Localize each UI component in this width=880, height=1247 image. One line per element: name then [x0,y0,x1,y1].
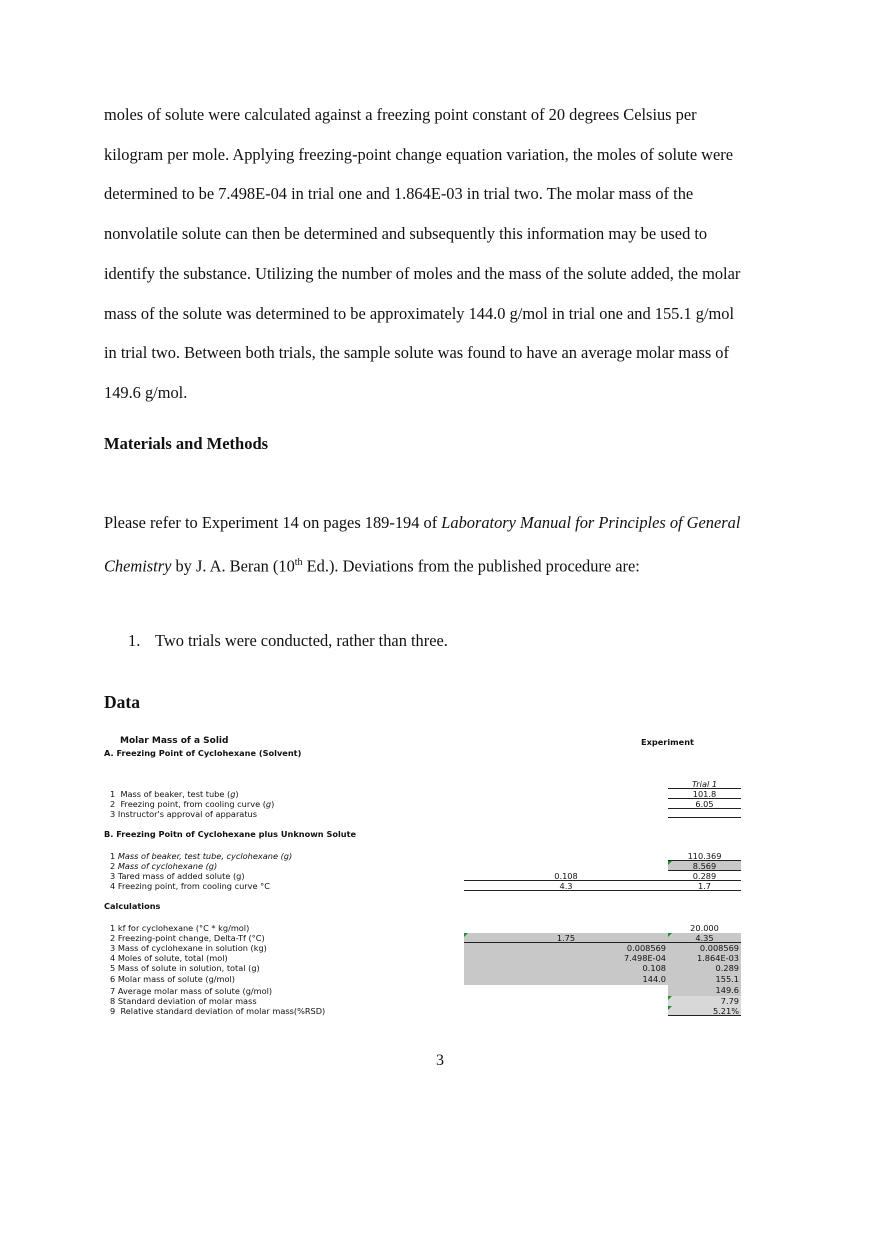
paragraph-line: nonvolatile solute can then be determined and subsequently this information may be used to [104,224,708,244]
section-b-heading: B. Freezing Poitn of Cyclohexane plus Unknown Solute [104,829,357,839]
cell-value: 1.7 [668,881,741,891]
list-number: 1. [128,631,141,650]
paragraph-line: kilogram per mole. Applying freezing-point change equation variation, the moles of solute were [104,144,734,164]
results-paragraph [104,95,784,413]
materials-heading: Materials and Methods [104,434,269,453]
cell-value: 0.008569 [464,943,668,953]
cell-value: 144.0 [464,973,668,985]
row-label: 2 Mass of cyclohexane (g) [110,861,218,871]
cell-value: 101.8 [668,789,741,799]
edition-superscript: th [294,556,303,568]
paragraph-line: 149.6 g/mol. [104,382,188,402]
book-title: Chemistry [104,556,172,576]
row-label: 5 Mass of solute in solution, total (g) [110,963,260,973]
trial-label: Trial 1 [668,779,741,789]
cell-value: 0.108 [464,871,668,881]
formula-marker-icon [668,933,672,937]
cell-value: 7.498E-04 [464,953,668,963]
deviation-list-item [128,631,448,651]
data-heading: Data [104,692,140,712]
row-label: 4 Freezing point, from cooling curve °C [110,881,270,891]
methods-text: Please refer to Experiment 14 on pages 189-194 of [104,513,442,532]
methods-paragraph [104,503,784,586]
cell-value: 149.6 [668,985,741,996]
section-a-heading: A. Freezing Point of Cyclohexane (Solvent) [104,748,302,758]
cell-value: 0.008569 [668,943,741,953]
row-label: 2 Freezing point, from cooling curve (g) [110,799,275,809]
cell-value: 0.108 [464,963,668,973]
book-title: Laboratory Manual for Principles of General [441,513,741,532]
row-label: 9 Relative standard deviation of molar mass(%RSD) [110,1006,326,1016]
methods-text: by J. A. Beran (10 [171,556,295,576]
row-label: 4 Moles of solute, total (mol) [110,953,228,963]
cell-value: 8.569 [668,861,741,871]
cell-value: 0.289 [668,963,741,973]
cell-value: 4.3 [464,881,668,891]
list-text: Two trials were conducted, rather than three. [155,631,448,650]
experiment-label: Experiment [641,737,694,747]
paragraph-line: determined to be 7.498E-04 in trial one and 1.864E-03 in trial two. The molar mass of the [104,184,694,204]
row-label: 8 Standard deviation of molar mass [110,996,257,1006]
calculations-heading: Calculations [104,901,161,911]
data-spreadsheet [100,736,739,1026]
formula-marker-icon [668,996,672,1000]
formula-marker-icon [668,1006,672,1010]
cell-value: 20.000 [690,923,719,933]
methods-line [104,543,784,586]
row-label: 7 Average molar mass of solute (g/mol) [110,986,273,996]
paragraph-line: moles of solute were calculated against a freezing point constant of 20 degrees Celsius per [104,105,697,124]
row-label: 1 Mass of beaker, test tube, cyclohexane (g) [110,851,293,861]
approval-cell [668,808,741,818]
row-label: 3 Tared mass of added solute (g) [110,871,245,881]
cell-value: 155.1 [668,973,741,985]
cell-value: 1.864E-03 [668,953,741,963]
cell-value: 6.05 [668,799,741,809]
methods-line [104,503,784,543]
row-label: 2 Freezing-point change, Delta-Tf (°C) [110,933,265,943]
page-number: 3 [436,1052,444,1069]
row-label: 1 Mass of beaker, test tube (g) [110,789,239,799]
row-label: 3 Instructor's approval of apparatus [110,809,257,819]
cell-value: 110.369 [668,851,741,861]
cell-value: 5.21% [668,1006,741,1016]
paragraph-line: in trial two. Between both trials, the sample solute was found to have an average molar mass of [104,343,729,363]
row-label: 3 Mass of cyclohexane in solution (kg) [110,943,267,953]
paragraph-line: mass of the solute was determined to be approximately 144.0 g/mol in trial one and 155.1 g/mol [104,303,735,323]
cell-value: 7.79 [668,996,741,1006]
cell-value: 4.35 [668,933,741,943]
formula-marker-icon [668,861,672,865]
paragraph-line: identify the substance. Utilizing the number of moles and the mass of the solute added, the molar [104,263,741,283]
methods-text: Ed.). Deviations from the published procedure are: [302,556,640,576]
cell-value: 1.75 [464,933,668,943]
sheet-title: Molar Mass of a Solid [120,736,229,746]
cell-value: 0.289 [668,871,741,881]
row-label: 1 kf for cyclohexane (°C * kg/mol) [110,923,250,933]
row-label: 6 Molar mass of solute (g/mol) [110,974,235,984]
formula-marker-icon [464,933,468,937]
